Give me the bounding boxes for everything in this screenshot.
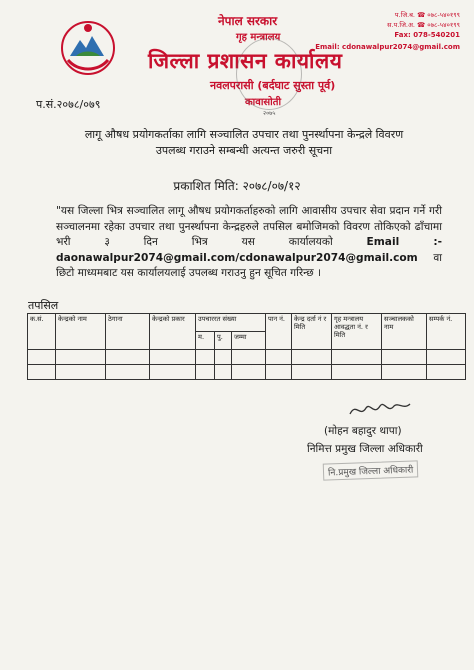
fax-number: Fax: 078-540201 <box>394 31 460 39</box>
col-center-type: केन्द्रको प्रकार <box>150 314 196 350</box>
col-patient-count: उपचाररत संख्या <box>196 314 266 332</box>
nepal-emblem-icon <box>58 16 118 78</box>
table-row <box>28 350 466 365</box>
col-operator-name: सञ्चालकको नाम <box>382 314 427 350</box>
subject-line-1: लागू औषध प्रयोगकर्ताका लागि सञ्चालित उपचार तथा पुनर्स्थापना केन्द्रले विवरण <box>84 128 404 141</box>
government-name: नेपाल सरकार <box>218 14 278 28</box>
phone-2: स.प.जि.अ. ☎ ०७८-५४०१९९ <box>387 21 460 29</box>
body-part-2: वा छिटो माध्यमबाट यस कार्यालयलाई उपलब्ध गराउनु हुन सूचित गरिन्छ । <box>56 251 442 280</box>
col-ministry-affiliation: गृह मन्त्रालय आवद्धता नं. र मिति <box>332 314 382 350</box>
notice-body <box>56 204 442 282</box>
email-addresses: daonawalpur2074@gmail.com/cdonawalpur2074@gmail.com <box>56 251 418 264</box>
details-table <box>27 313 466 380</box>
phone-1: प.जि.ब. ☎ ०७८-५४०१९९ <box>394 11 460 19</box>
office-address: नवलपरासी (बर्दघाट सुस्ता पूर्व) <box>210 79 336 92</box>
table-header-row <box>28 314 466 332</box>
contact-email: Email: cdonawalpur2074@gmail.com <box>315 43 460 51</box>
col-center-name: केन्द्रको नाम <box>56 314 106 350</box>
signatory-name: (मोहन बहादुर थापा) <box>324 425 402 437</box>
col-registration: केन्द्र दर्ता नं र मिति <box>292 314 332 350</box>
col-total: जम्मा <box>232 332 266 350</box>
subject-line-2: उपलब्ध गराउने सम्बन्धी अत्यन्त जरुरी सूचना <box>155 144 333 157</box>
col-male: पु. <box>215 332 232 350</box>
office-name: जिल्ला प्रशासन कार्यालय <box>148 49 343 73</box>
annex-label: तपसिल <box>28 299 59 312</box>
col-address: ठेगाना <box>106 314 150 350</box>
signature-mark <box>348 398 412 422</box>
reference-number: प.सं.२०७८/०७९ <box>36 98 101 111</box>
ministry-name: गृह मन्त्रालय <box>236 32 281 43</box>
designation-seal: नि.प्रमुख जिल्ला अधिकारी <box>323 460 419 480</box>
col-serial: क.सं. <box>28 314 56 350</box>
signatory-title: निमित्त प्रमुख जिल्ला अधिकारी <box>307 443 423 455</box>
stamp-year: २०७५ <box>263 110 276 117</box>
notice-subject <box>54 127 434 159</box>
table-row <box>28 365 466 380</box>
body-part-1: "यस जिल्ला भित्र सञ्चालित लागू औषध प्रयोगकर्ताहरुको लागि आवासीय उपचार सेवा प्रदान गर्ने गरी सञ्चालनमा रहेका उपचार तथा पुनर्स्थापना केन्द्रहरुले तपसिल बमोजिमको विवरण तोकिएको ढाँचामा भरी ३ दिन भित्र यस कार्यालयको <box>56 205 442 249</box>
col-contact: सम्पर्क नं. <box>427 314 466 350</box>
email-label: Email :- <box>366 236 442 249</box>
published-date: प्रकाशित मिति: २०७८/०७/१२ <box>173 179 301 193</box>
col-pan: पान नं. <box>266 314 292 350</box>
contact-block <box>315 10 460 51</box>
col-female: म. <box>196 332 215 350</box>
office-city: कावासोती <box>245 97 282 108</box>
office-stamp <box>236 38 302 110</box>
